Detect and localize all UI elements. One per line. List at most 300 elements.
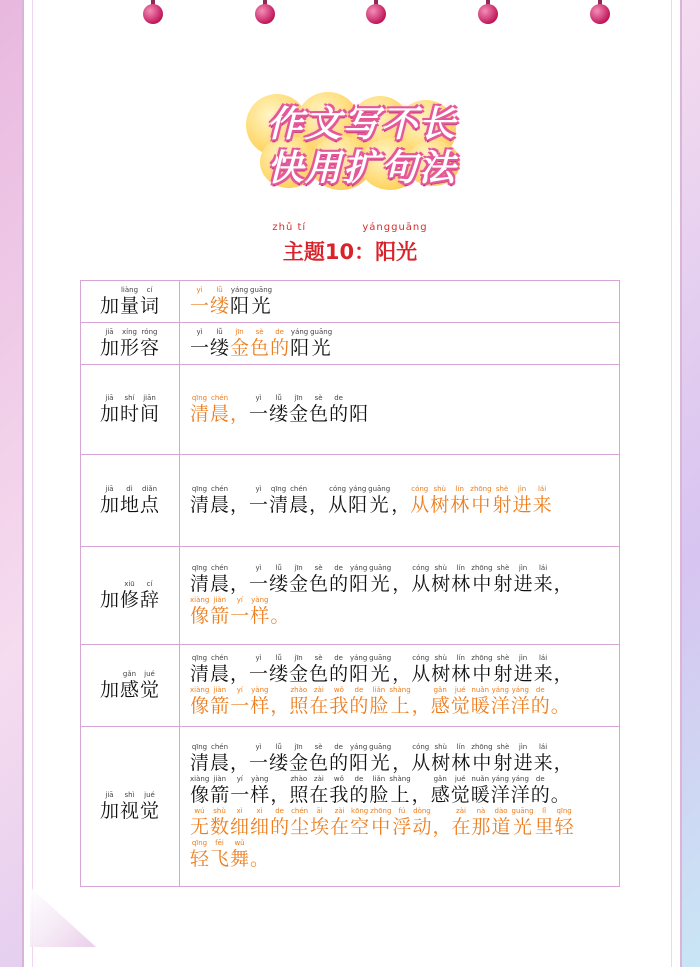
hanzi: 光 xyxy=(370,752,390,774)
hanzi-with-pinyin xyxy=(310,807,329,838)
pinyin: xì xyxy=(236,807,243,815)
subtitle-pinyin xyxy=(0,222,700,236)
subtitle-pinyin-1: zhǔ tí xyxy=(272,222,307,233)
pinyin: jīn xyxy=(294,394,303,402)
hanzi-with-pinyin xyxy=(329,564,348,595)
example-sentence xyxy=(180,323,620,365)
pinyin: zhào xyxy=(290,686,308,694)
hanzi: 浮 xyxy=(392,816,412,838)
hanzi: 觉 xyxy=(140,679,160,701)
hanzi-with-pinyin xyxy=(309,686,328,717)
hanzi: 样 xyxy=(250,784,270,806)
punctuation: ， xyxy=(392,573,412,595)
hanzi-with-pinyin xyxy=(514,743,533,774)
hanzi: 的 xyxy=(349,784,369,806)
pinyin: qīng xyxy=(191,654,208,662)
hanzi-with-pinyin xyxy=(140,328,159,359)
pinyin: chén xyxy=(211,394,229,402)
punctuation: ， xyxy=(392,663,412,685)
table-row xyxy=(81,281,620,323)
hanzi-with-pinyin xyxy=(431,743,450,774)
hanzi-with-pinyin xyxy=(269,743,288,774)
pinyin: chén xyxy=(291,807,309,815)
hanzi-with-pinyin xyxy=(431,686,450,717)
pinyin: lǚ xyxy=(216,328,223,336)
pinyin: wǔ xyxy=(234,839,245,847)
hanzi: 一 xyxy=(249,494,269,516)
hanzi-with-pinyin xyxy=(289,485,308,516)
hanzi: 的 xyxy=(329,663,349,685)
pinyin: cóng xyxy=(329,485,347,493)
hanzi: 点 xyxy=(140,494,160,516)
hanzi-with-pinyin xyxy=(349,775,368,806)
hanzi: 光 xyxy=(370,663,390,685)
punctuation: ， xyxy=(411,695,431,717)
hanzi: 加 xyxy=(99,800,119,822)
hanzi: 在 xyxy=(330,816,350,838)
pinyin: shù xyxy=(434,564,447,572)
hanzi-with-pinyin xyxy=(369,775,388,806)
hanzi-with-pinyin xyxy=(120,328,139,359)
hanzi-with-pinyin xyxy=(249,394,268,425)
pinyin: jīn xyxy=(294,654,303,662)
hanzi: 射 xyxy=(492,494,512,516)
hanzi-with-pinyin xyxy=(411,564,430,595)
hanzi-with-pinyin xyxy=(329,394,348,425)
pinyin: guāng xyxy=(250,286,273,294)
sentence-line xyxy=(190,596,609,627)
hanzi: 树 xyxy=(431,752,451,774)
pinyin: yáng xyxy=(491,775,509,783)
pinyin: nà xyxy=(476,807,486,815)
punctuation: ， xyxy=(230,494,250,516)
hanzi-with-pinyin xyxy=(289,654,308,685)
pinyin: jiàn xyxy=(213,775,227,783)
pinyin: de xyxy=(334,654,343,662)
hanzi: 的 xyxy=(329,403,349,425)
pinyin: yáng xyxy=(511,686,529,694)
pinyin: guāng xyxy=(368,485,391,493)
hanzi: 射 xyxy=(493,663,513,685)
pinyin: de xyxy=(354,686,364,694)
hanzi-with-pinyin xyxy=(230,807,249,838)
hanzi-with-pinyin xyxy=(531,775,550,806)
hanzi: 光 xyxy=(251,295,271,317)
pinyin: yì xyxy=(255,564,262,572)
hanzi-with-pinyin xyxy=(513,485,532,516)
hanzi-with-pinyin xyxy=(471,807,490,838)
hanzi-with-pinyin xyxy=(471,775,490,806)
hanzi-with-pinyin xyxy=(100,328,119,359)
hanzi: 来 xyxy=(532,494,552,516)
hanzi: 词 xyxy=(140,295,160,317)
pinyin: guāng xyxy=(310,328,333,336)
pinyin: gǎn xyxy=(433,775,447,783)
pinyin: jiā xyxy=(105,791,114,799)
binder-ring-icon xyxy=(478,0,498,24)
hanzi-with-pinyin xyxy=(493,485,512,516)
sentence-line xyxy=(190,394,609,425)
pinyin: xiàng xyxy=(190,686,210,694)
sentence-line xyxy=(190,775,609,806)
pinyin: sè xyxy=(314,394,323,402)
pinyin: de xyxy=(275,328,284,336)
row-label xyxy=(81,365,180,455)
subtitle-pinyin-2: yángguāng xyxy=(362,222,428,233)
hanzi: 的 xyxy=(270,337,290,359)
pinyin: de xyxy=(334,394,343,402)
hanzi: 中 xyxy=(471,494,491,516)
hanzi: 色 xyxy=(309,403,329,425)
hanzi-with-pinyin xyxy=(430,485,449,516)
pinyin: zài xyxy=(313,775,324,783)
pinyin: yàng xyxy=(251,596,269,604)
pinyin: dì xyxy=(126,485,133,493)
hanzi-with-pinyin xyxy=(330,807,349,838)
hanzi: 洋 xyxy=(490,695,510,717)
hanzi: 缕 xyxy=(269,403,289,425)
pinyin: lín xyxy=(456,654,465,662)
pinyin: liǎn xyxy=(372,686,386,694)
hanzi: 树 xyxy=(430,494,450,516)
hanzi: 缕 xyxy=(269,663,289,685)
table-row xyxy=(81,547,620,645)
hanzi: 中 xyxy=(472,752,492,774)
pinyin: shù xyxy=(213,807,226,815)
hanzi-with-pinyin xyxy=(533,485,552,516)
pinyin: xíng xyxy=(122,328,137,336)
hanzi-with-pinyin xyxy=(411,743,430,774)
hanzi-with-pinyin xyxy=(190,654,209,685)
binder-ring-icon xyxy=(366,0,386,24)
hanzi: 林 xyxy=(451,663,471,685)
hanzi-with-pinyin xyxy=(310,328,332,359)
pinyin: lín xyxy=(455,485,464,493)
pinyin xyxy=(100,670,119,679)
hanzi: 金 xyxy=(289,573,309,595)
pinyin: chén xyxy=(290,485,308,493)
pinyin: yí xyxy=(236,596,243,604)
pinyin: shù xyxy=(433,485,446,493)
hanzi-with-pinyin xyxy=(250,686,269,717)
hanzi-with-pinyin xyxy=(210,654,229,685)
hanzi-with-pinyin xyxy=(210,286,229,317)
hanzi-with-pinyin xyxy=(100,670,119,701)
hanzi-with-pinyin xyxy=(100,580,119,611)
hanzi-with-pinyin xyxy=(349,564,368,595)
hanzi-with-pinyin xyxy=(249,654,268,685)
pinyin: jiān xyxy=(143,394,156,402)
hanzi-with-pinyin xyxy=(190,807,209,838)
hanzi: 光 xyxy=(311,337,331,359)
hanzi-with-pinyin xyxy=(250,807,269,838)
hanzi-with-pinyin xyxy=(290,328,309,359)
hanzi: 加 xyxy=(99,679,119,701)
hanzi-with-pinyin xyxy=(190,686,209,717)
example-sentence xyxy=(180,547,620,645)
hanzi-with-pinyin xyxy=(451,654,470,685)
sentence-line xyxy=(190,807,609,838)
pinyin: lǚ xyxy=(275,564,282,572)
hanzi: 洋 xyxy=(510,695,530,717)
hanzi-with-pinyin xyxy=(555,807,574,838)
hanzi: 加 xyxy=(99,589,119,611)
hanzi: 林 xyxy=(450,494,470,516)
page-title-line1: 作文写不长 xyxy=(266,104,457,145)
example-sentence xyxy=(180,281,620,323)
hanzi: 加 xyxy=(99,337,119,359)
hanzi-with-pinyin xyxy=(210,564,229,595)
pinyin: jiàn xyxy=(213,596,227,604)
pinyin: liǎn xyxy=(372,775,386,783)
hanzi: 加 xyxy=(99,494,119,516)
hanzi-with-pinyin xyxy=(249,564,268,595)
hanzi: 洋 xyxy=(490,784,510,806)
pinyin: yàng xyxy=(251,686,269,694)
pinyin: yí xyxy=(236,775,243,783)
pinyin: chén xyxy=(211,485,229,493)
hanzi: 光 xyxy=(513,816,533,838)
hanzi-with-pinyin xyxy=(451,775,470,806)
hanzi: 间 xyxy=(140,403,160,425)
hanzi-with-pinyin xyxy=(250,328,269,359)
hanzi: 从 xyxy=(411,752,431,774)
pinyin: shè xyxy=(496,743,510,751)
hanzi-with-pinyin xyxy=(451,807,470,838)
pinyin: jué xyxy=(144,791,155,799)
pinyin: cí xyxy=(146,580,153,588)
topic-subtitle xyxy=(0,222,700,266)
hanzi-with-pinyin xyxy=(350,807,369,838)
pinyin: yáng xyxy=(349,564,368,572)
hanzi-with-pinyin xyxy=(120,394,139,425)
hanzi: 进 xyxy=(513,752,533,774)
hanzi-with-pinyin xyxy=(289,775,308,806)
sentence-line xyxy=(190,286,609,317)
hanzi-with-pinyin xyxy=(249,485,268,516)
hanzi: 阳 xyxy=(349,752,369,774)
hanzi-with-pinyin xyxy=(230,328,249,359)
pinyin: jìn xyxy=(518,743,528,751)
hanzi: 辞 xyxy=(140,589,160,611)
pinyin: jiā xyxy=(105,394,114,402)
hanzi: 阳 xyxy=(290,337,310,359)
hanzi-with-pinyin xyxy=(120,286,139,317)
pinyin: lǚ xyxy=(275,394,282,402)
hanzi-with-pinyin xyxy=(289,743,308,774)
pinyin: lín xyxy=(456,564,465,572)
pinyin: yáng xyxy=(511,775,529,783)
hanzi: 的 xyxy=(530,695,550,717)
hanzi-with-pinyin xyxy=(471,654,492,685)
hanzi: 形 xyxy=(119,337,139,359)
hanzi: 的 xyxy=(329,752,349,774)
hanzi-with-pinyin xyxy=(471,564,492,595)
hanzi-with-pinyin xyxy=(349,743,368,774)
pinyin: jīn xyxy=(235,328,244,336)
row-label xyxy=(81,455,180,547)
hanzi: 色 xyxy=(309,752,329,774)
hanzi-with-pinyin xyxy=(190,286,209,317)
pinyin: yí xyxy=(236,686,243,694)
pinyin: nuǎn xyxy=(471,686,490,694)
hanzi: 地 xyxy=(119,494,139,516)
hanzi: 脸 xyxy=(369,784,389,806)
pinyin: cóng xyxy=(412,564,430,572)
hanzi-with-pinyin xyxy=(471,743,492,774)
hanzi: 动 xyxy=(412,816,432,838)
sentence-line xyxy=(190,686,609,717)
hanzi-with-pinyin xyxy=(120,580,139,611)
pinyin: yáng xyxy=(230,286,249,294)
hanzi-with-pinyin xyxy=(270,328,289,359)
pinyin: sè xyxy=(314,654,323,662)
pinyin: zài xyxy=(456,807,466,815)
hanzi-with-pinyin xyxy=(349,394,368,425)
hanzi-with-pinyin xyxy=(250,596,269,627)
binder-ring-icon xyxy=(255,0,275,24)
hanzi: 一 xyxy=(190,337,210,359)
hanzi: 晨 xyxy=(210,573,230,595)
hanzi: 觉 xyxy=(450,784,470,806)
hanzi-with-pinyin xyxy=(329,654,348,685)
hanzi-with-pinyin xyxy=(389,775,410,806)
hanzi: 射 xyxy=(493,752,513,774)
expansion-table xyxy=(80,280,620,887)
hanzi-with-pinyin xyxy=(309,775,328,806)
hanzi: 光 xyxy=(370,573,390,595)
pinyin: gǎn xyxy=(122,670,137,678)
hanzi: 射 xyxy=(493,573,513,595)
pinyin: lǚ xyxy=(275,743,282,751)
example-sentence xyxy=(180,727,620,887)
hanzi-with-pinyin xyxy=(451,686,470,717)
hanzi: 舞 xyxy=(230,848,250,870)
pinyin: yì xyxy=(255,743,262,751)
hanzi-with-pinyin xyxy=(511,686,530,717)
sentence-line xyxy=(190,564,609,595)
hanzi-with-pinyin xyxy=(369,654,391,685)
hanzi: 轻 xyxy=(554,816,574,838)
hanzi: 晨 xyxy=(210,403,230,425)
hanzi-with-pinyin xyxy=(329,686,348,717)
subtitle-text: 主题10：阳光 xyxy=(282,240,418,264)
pinyin: sè xyxy=(255,328,264,336)
pinyin: shí xyxy=(124,394,135,402)
hanzi: 中 xyxy=(472,663,492,685)
hanzi: 在 xyxy=(451,816,471,838)
row-label xyxy=(81,727,180,887)
punctuation: ， xyxy=(411,784,431,806)
hanzi-with-pinyin xyxy=(210,485,229,516)
hanzi: 箭 xyxy=(210,784,230,806)
hanzi: 中 xyxy=(472,573,492,595)
hanzi: 一 xyxy=(249,752,269,774)
page-title-line2: 快用扩句法 xyxy=(266,148,457,189)
hanzi: 箭 xyxy=(210,605,230,627)
pinyin: qīng xyxy=(556,807,572,815)
hanzi: 我 xyxy=(329,695,349,717)
hanzi-with-pinyin xyxy=(369,743,391,774)
pinyin: gǎn xyxy=(433,686,447,694)
hanzi-with-pinyin xyxy=(534,564,553,595)
pinyin: dòng xyxy=(413,807,431,815)
hanzi: 从 xyxy=(328,494,348,516)
hanzi: 缕 xyxy=(210,337,230,359)
sentence-line xyxy=(190,839,609,870)
pinyin: qīng xyxy=(191,839,208,847)
pinyin: yáng xyxy=(348,485,367,493)
pinyin: xiū xyxy=(124,580,135,588)
pinyin: sè xyxy=(314,743,323,751)
hanzi-with-pinyin xyxy=(269,564,288,595)
hanzi-with-pinyin xyxy=(210,743,229,774)
pinyin xyxy=(349,394,368,403)
hanzi-with-pinyin xyxy=(534,743,553,774)
hanzi-with-pinyin xyxy=(140,394,159,425)
hanzi-with-pinyin xyxy=(140,791,159,822)
hanzi: 暖 xyxy=(470,695,490,717)
hanzi: 清 xyxy=(190,403,210,425)
hanzi: 清 xyxy=(190,663,210,685)
pinyin: diǎn xyxy=(141,485,158,493)
hanzi: 清 xyxy=(190,494,210,516)
pinyin: āi xyxy=(316,807,323,815)
pinyin: lǚ xyxy=(275,654,282,662)
hanzi: 里 xyxy=(534,816,554,838)
hanzi: 在 xyxy=(309,695,329,717)
punctuation: ， xyxy=(392,752,412,774)
hanzi: 阳 xyxy=(349,663,369,685)
pinyin: lǚ xyxy=(216,286,223,294)
hanzi: 来 xyxy=(533,663,553,685)
hanzi-with-pinyin xyxy=(190,596,209,627)
pinyin: shàng xyxy=(389,775,411,783)
hanzi: 在 xyxy=(309,784,329,806)
hanzi: 时 xyxy=(119,403,139,425)
hanzi: 金 xyxy=(289,403,309,425)
hanzi: 阳 xyxy=(349,573,369,595)
hanzi: 林 xyxy=(451,752,471,774)
hanzi-with-pinyin xyxy=(451,564,470,595)
hanzi: 加 xyxy=(99,295,119,317)
hanzi: 进 xyxy=(513,663,533,685)
hanzi-with-pinyin xyxy=(210,686,229,717)
hanzi-with-pinyin xyxy=(269,485,288,516)
pinyin: shù xyxy=(434,654,447,662)
hanzi: 晨 xyxy=(210,663,230,685)
pinyin: nuǎn xyxy=(471,775,490,783)
hanzi-with-pinyin xyxy=(230,839,249,870)
hanzi: 树 xyxy=(431,573,451,595)
hanzi-with-pinyin xyxy=(492,807,511,838)
hanzi-with-pinyin xyxy=(100,286,119,317)
hanzi-with-pinyin xyxy=(491,686,510,717)
hanzi: 一 xyxy=(230,695,250,717)
punctuation: 。 xyxy=(250,848,270,870)
hanzi-with-pinyin xyxy=(210,394,229,425)
hanzi: 样 xyxy=(250,605,270,627)
pinyin: de xyxy=(535,686,545,694)
hanzi: 清 xyxy=(269,494,289,516)
hanzi: 清 xyxy=(190,752,210,774)
hanzi: 像 xyxy=(190,784,210,806)
row-label xyxy=(81,323,180,365)
pinyin: lái xyxy=(538,743,548,751)
hanzi-with-pinyin xyxy=(431,564,450,595)
pinyin: kōng xyxy=(351,807,369,815)
punctuation: 。 xyxy=(550,784,570,806)
